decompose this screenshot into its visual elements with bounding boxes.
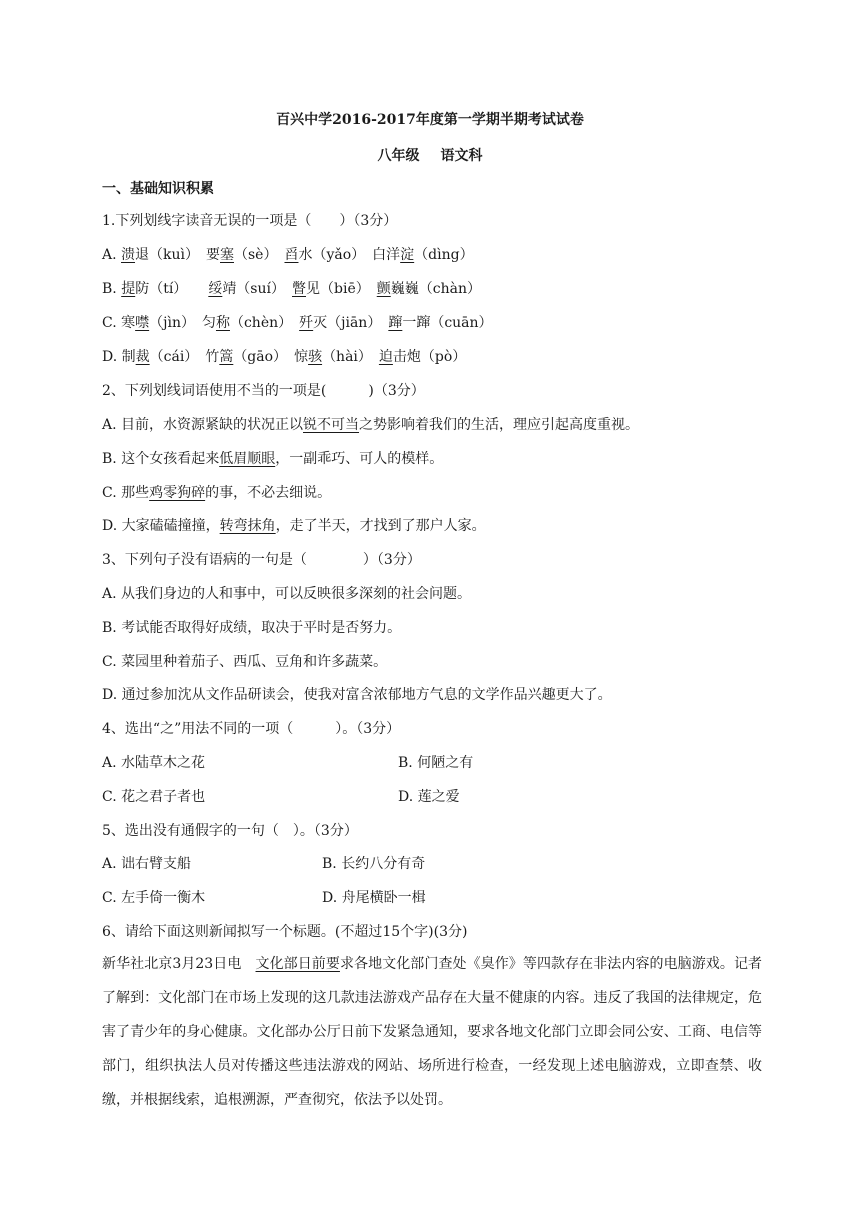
underlined-text: 塞 — [220, 247, 234, 263]
option-text: D. 制 — [102, 349, 136, 365]
option-text: （sè） — [234, 247, 285, 263]
section-heading: 一、基础知识积累 — [102, 181, 214, 197]
option-text: （cái） 竹 — [149, 349, 220, 365]
underlined-text: 篙 — [219, 349, 234, 365]
option-text: 的事，不必去细说。 — [205, 485, 332, 501]
question-5-option-a: A. 诎右臂支船 — [102, 856, 192, 872]
question-5-option-b: B. 长约八分有奇 — [322, 856, 426, 872]
underlined-text: 歼 — [299, 315, 314, 331]
underlined-text: 锐不可当 — [303, 417, 360, 433]
question-5-option-c: C. 左手倚一衡木 — [102, 890, 206, 906]
question-4-stem: 4、选出“之”用法不同的一项（ ）。（3分） — [102, 721, 401, 737]
exam-title: 百兴中学2016-2017年度第一学期半期考试试卷 — [276, 112, 584, 128]
question-1-option-b — [102, 280, 481, 298]
underlined-text: 舀 — [284, 247, 299, 263]
question-2-option-a — [102, 416, 639, 434]
underlined-text: 绥 — [208, 281, 223, 297]
question-1-option-d — [102, 348, 466, 366]
option-text: B. 这个女孩看起来 — [102, 451, 220, 467]
question-1-option-c — [102, 314, 493, 332]
news-dateline: 新华社北京3月23日电 — [102, 956, 256, 972]
question-3-stem: 3、下列句子没有语病的一句是（ ）（3分） — [102, 552, 421, 568]
question-1-option-a — [102, 246, 474, 264]
underlined-text: 蹿 — [388, 315, 403, 331]
question-2-option-d — [102, 517, 486, 535]
grade-label: 八年级 — [377, 148, 420, 164]
subject-label: 语文科 — [440, 148, 483, 164]
exam-subtitle — [0, 147, 860, 165]
option-text: 一蹿（cuān） — [402, 315, 493, 331]
question-2-option-c — [102, 484, 331, 502]
option-text: 见（biē） — [306, 281, 377, 297]
news-passage — [102, 947, 762, 1117]
underlined-text: 鸡零狗碎 — [149, 485, 206, 501]
question-3-option-b: B. 考试能否取得好成绩，取决于平时是否努力。 — [102, 620, 402, 636]
option-text: ，一副乖巧、可人的模样。 — [275, 451, 444, 467]
question-4-option-a: A. 水陆草木之花 — [102, 755, 206, 771]
option-text: A. 目前，水资源紧缺的状况正以 — [102, 417, 304, 433]
option-text: （chèn） — [229, 315, 300, 331]
underlined-text: 转弯抹角 — [219, 518, 276, 534]
underlined-text: 瞥 — [292, 281, 306, 297]
question-2-stem: 2、下列划线词语使用不当的一项是( )（3分） — [102, 383, 425, 399]
underlined-text: 溃 — [121, 247, 136, 263]
option-text: （hài） — [322, 349, 379, 365]
question-5-option-d: D. 舟尾横卧一楫 — [322, 890, 426, 906]
option-text: B. — [102, 281, 122, 297]
option-text: 巍巍（chàn） — [390, 281, 481, 297]
question-1-stem: 1.下列划线字读音无误的一项是（ ）（3分） — [102, 213, 398, 229]
underlined-text: 提 — [121, 281, 136, 297]
option-text: C. 寒 — [102, 315, 136, 331]
news-body: 求各地文化部门查处《臭作》等四款存在非法内容的电脑游戏。记者了解到：文化部门在市场上发现的这几款违法游戏产品存在大量不健康的内容。违反了我国的法律规定，危害了青少年的身心健康。文化部办公厅日前下发紧急通知，要求各地文化部门立即会同公安、工商、电信等部门，组织执法人员对传播这些违法游戏的网站、场所进行检查，一经发现上述电脑游戏，立即查禁、收缴，并根据线索，追根溯源，严查彻究，依法予以处罚。 — [102, 956, 763, 1108]
underlined-text: 淀 — [400, 247, 415, 263]
option-text: 水（yǎo） 白洋 — [298, 247, 401, 263]
option-text: 防（tí） — [135, 281, 209, 297]
question-4-option-b: B. 何陋之有 — [398, 755, 474, 771]
question-3-option-a: A. 从我们身边的人和事中，可以反映很多深刻的社会问题。 — [102, 586, 472, 602]
underlined-text: 颤 — [376, 281, 391, 297]
option-text: 灭（jiān） — [313, 315, 389, 331]
question-2-option-b — [102, 450, 443, 468]
option-text: （dìng） — [414, 247, 474, 263]
question-6-stem: 6、请给下面这则新闻拟写一个标题。(不超过15个字)(3分) — [102, 924, 468, 940]
option-text: ，走了半天，才找到了那户人家。 — [275, 518, 486, 534]
news-underlined-phrase: 文化部日前要 — [255, 956, 340, 972]
question-4-option-d: D. 莲之爱 — [398, 789, 460, 805]
option-text: 击炮（pò） — [392, 349, 467, 365]
option-text: 靖（suí） — [222, 281, 292, 297]
underlined-text: 噤 — [135, 315, 150, 331]
option-text: D. 大家磕磕撞撞， — [102, 518, 220, 534]
question-3-option-c: C. 菜园里种着茄子、西瓜、豆角和许多蔬菜。 — [102, 654, 388, 670]
underlined-text: 称 — [215, 315, 230, 331]
underlined-text: 裁 — [135, 349, 150, 365]
option-text: C. 那些 — [102, 485, 150, 501]
underlined-text: 骇 — [308, 349, 323, 365]
underlined-text: 迫 — [378, 349, 393, 365]
question-3-option-d: D. 通过参加沈从文作品研读会，使我对富含浓郁地方气息的文学作品兴趣更大了。 — [102, 687, 612, 703]
question-5-stem: 5、选出没有通假字的一句（ ）。（3分） — [102, 823, 358, 839]
option-text: （gāo） 惊 — [233, 349, 309, 365]
option-text: 退（kuì） 要 — [135, 247, 220, 263]
option-text: 之势影响着我们的生活，理应引起高度重视。 — [359, 417, 640, 433]
question-4-option-c: C. 花之君子者也 — [102, 789, 206, 805]
option-text: A. — [102, 247, 122, 263]
underlined-text: 低眉顺眼 — [219, 451, 276, 467]
option-text: （jìn） 匀 — [149, 315, 216, 331]
